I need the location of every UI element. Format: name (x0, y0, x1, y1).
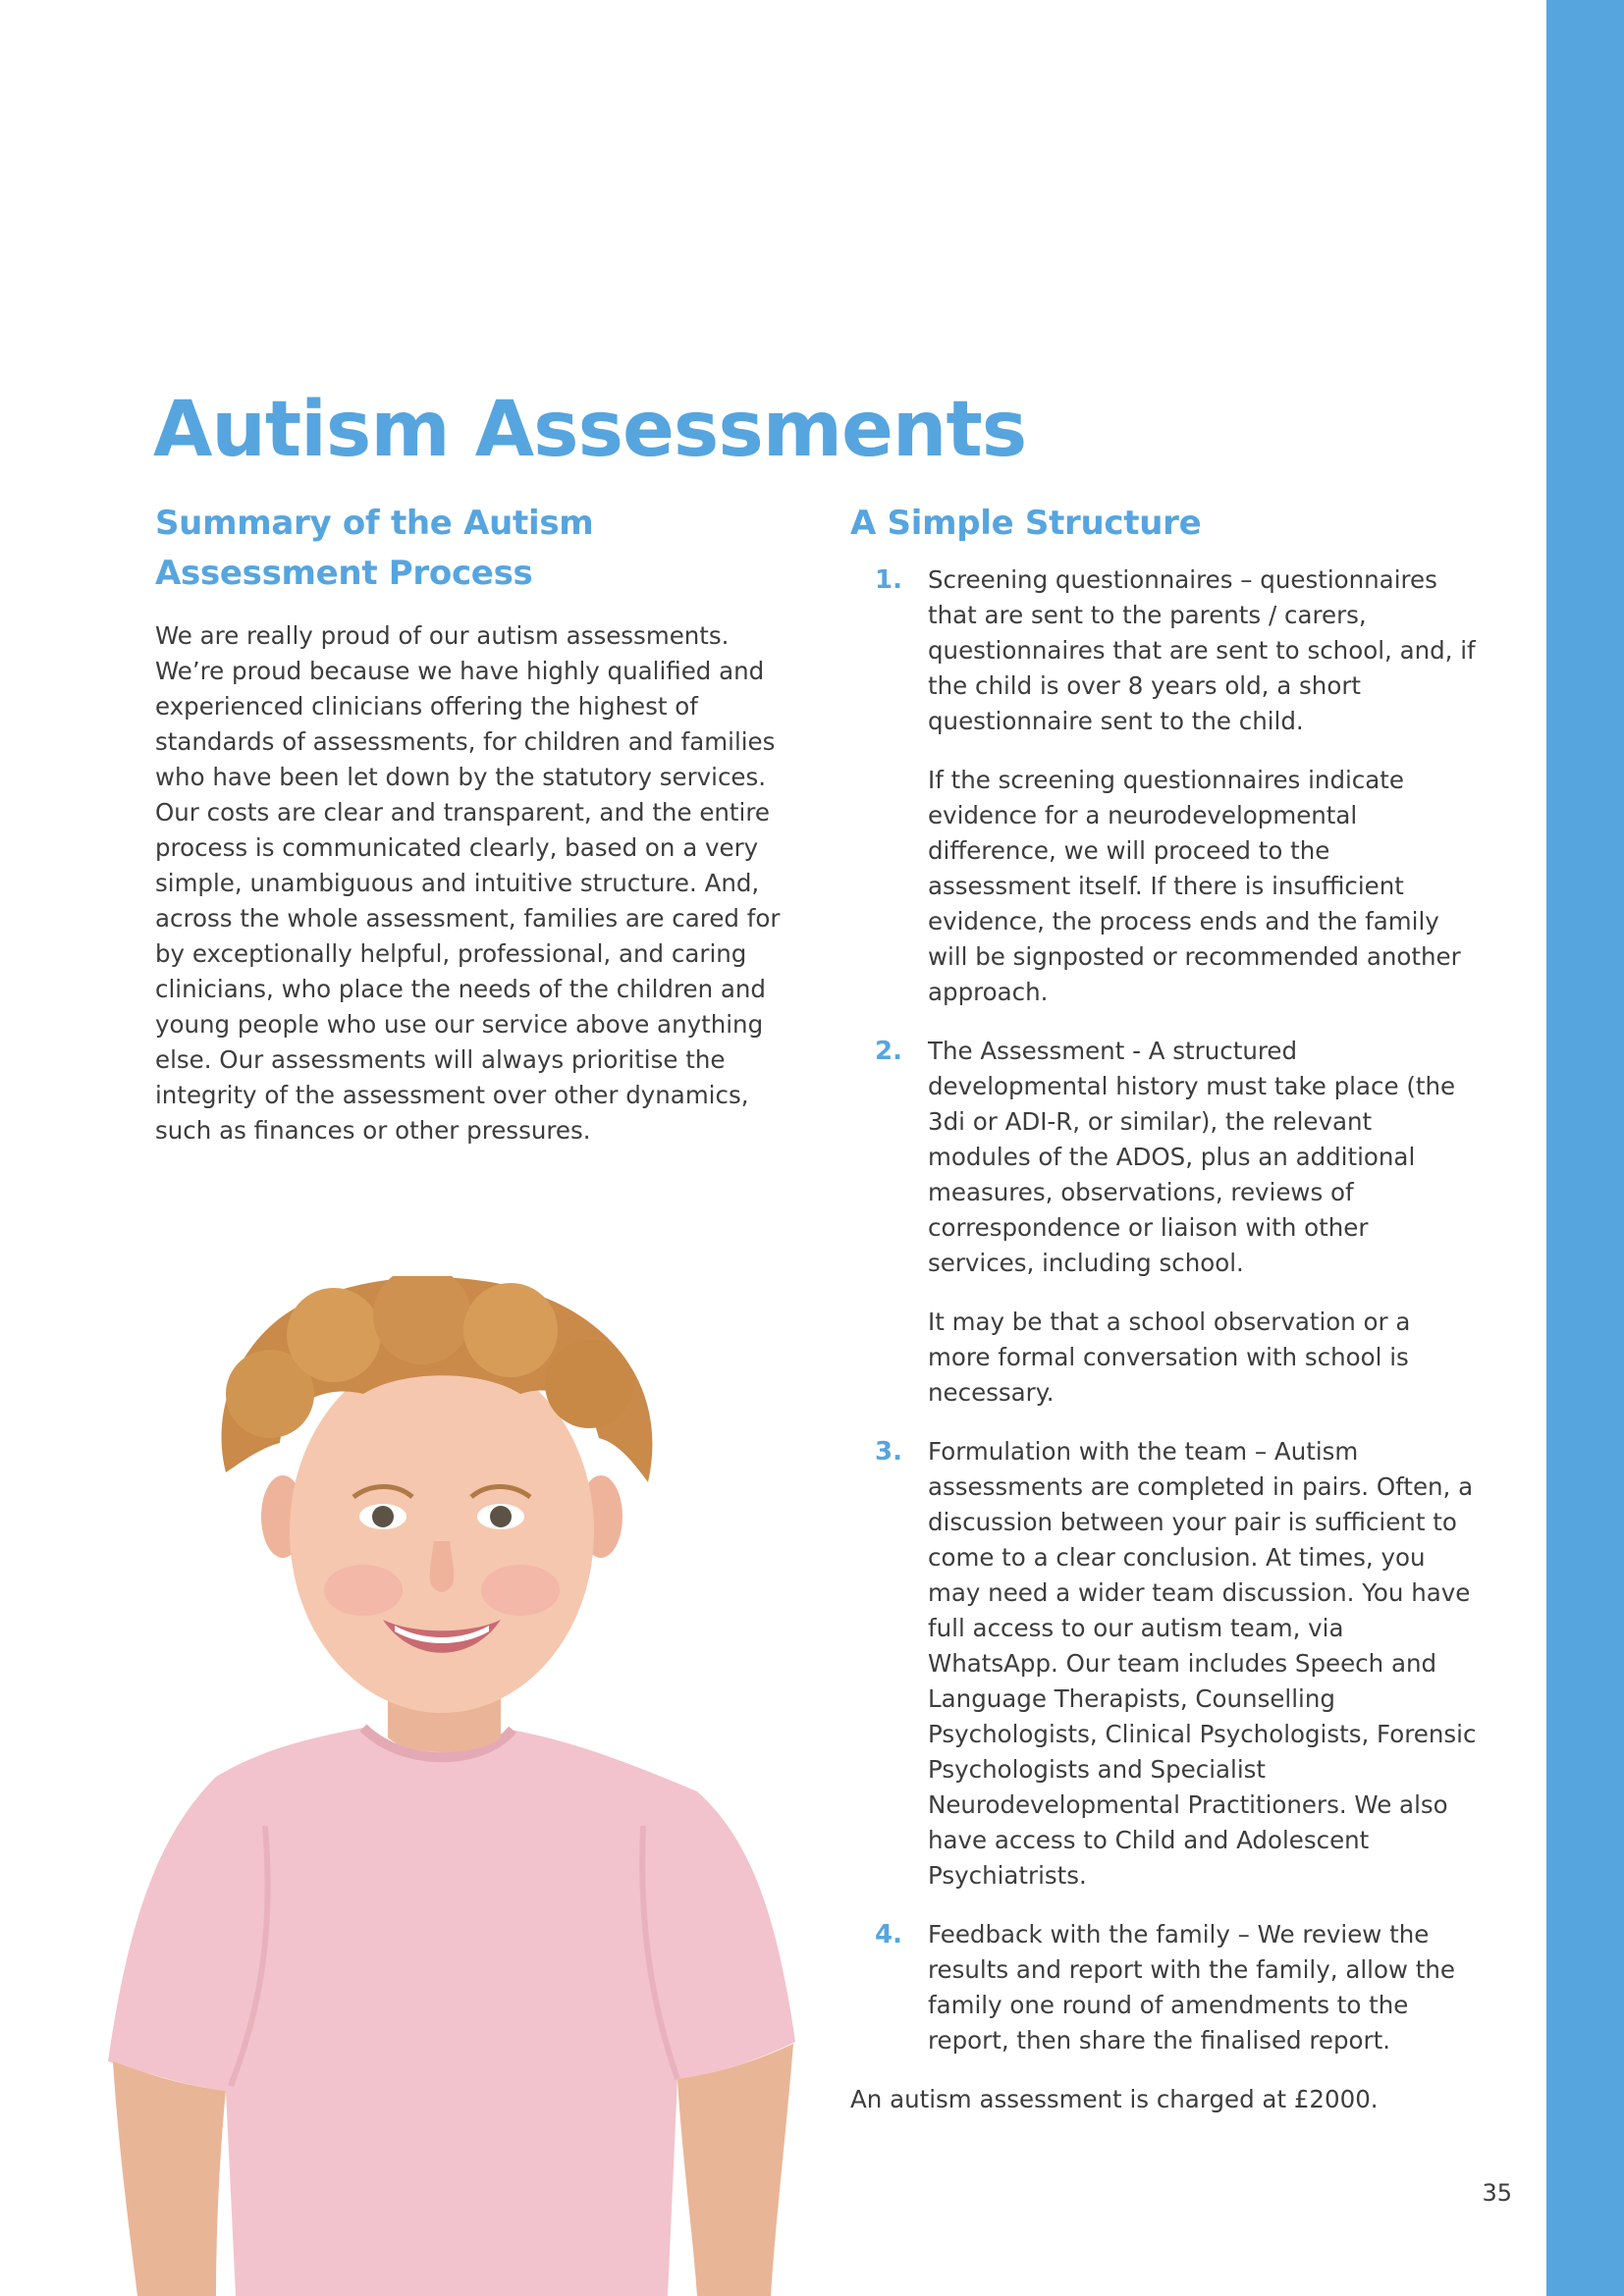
step-item (850, 1034, 1479, 1411)
step-number: 3. (875, 1437, 902, 1467)
price-note: An autism assessment is charged at £2000. (850, 2085, 1379, 2113)
page-title: Autism Assessments (153, 386, 1027, 474)
summary-heading-line2: Assessment Process (155, 554, 533, 593)
summary-heading-line1: Summary of the Autism (155, 504, 594, 543)
page-number: 35 (1482, 2179, 1512, 2207)
step-text: The Assessment - A structured developmental history must take place (the 3di or ADI-R, or similar), the relevant modules of the ADOS, plus an additional measures, observations, reviews of correspondence or liaison with other services, including school. (928, 1037, 1456, 1277)
step-text: Formulation with the team – Autism assessments are completed in pairs. Often, a discussion between your pair is sufficient to come to a clear conclusion. At times, you may need a wider team discussion. You have full access to our autism team, via WhatsApp. Our team includes Speech and Language Therapists, Counselling Psychologists, Clinical Psychologists, Forensic Psychologists and Specialist Neurodevelopmental Practitioners. We also have access to Child and Adolescent Psychiatrists. (928, 1437, 1477, 1890)
steps-list (850, 562, 1479, 2058)
step-text: If the screening questionnaires indicate evidence for a neurodevelopmental difference, we will proceed to the assessment itself. If there is insufficient evidence, the process ends and the family will be signposted or recommended another approach. (928, 766, 1461, 1006)
summary-heading (155, 499, 784, 599)
structure-heading: A Simple Structure (850, 504, 1202, 543)
step-text: Screening questionnaires – questionnaires that are sent to the parents / carers, questionnaires that are sent to school, and, if the child is over 8 years old, a short questionnaire sent to the child. (928, 565, 1476, 735)
sidebar-accent-bar (1546, 0, 1624, 2296)
summary-column (155, 499, 784, 1148)
step-number: 2. (875, 1037, 902, 1066)
structure-column (850, 499, 1479, 2117)
step-item (850, 1434, 1479, 1894)
summary-body: We are really proud of our autism assessments. We’re proud because we have highly qualified and experienced clinicians offering the highest of standards of assessments, for children and families who have been let down by the statutory services. Our costs are clear and transparent, and the entire process is communicated clearly, based on a very simple, unambiguous and intuitive structure. And, across the whole assessment, families are cared for by exceptionally helpful, professional, and caring clinicians, who place the needs of the children and young people who use our service above anything else. Our assessments will always prioritise the integrity of the assessment over other dynamics, such as finances or other pressures. (155, 621, 781, 1145)
step-item (850, 562, 1479, 1010)
step-number: 1. (875, 565, 902, 595)
step-number: 4. (875, 1920, 902, 1949)
step-text: Feedback with the family – We review the results and report with the family, allow the family one round of amendments to the report, then share the finalised report. (928, 1920, 1455, 2055)
step-item (850, 1917, 1479, 2058)
child-photo (69, 1276, 815, 2296)
step-text: It may be that a school observation or a more formal conversation with school is necessary. (928, 1308, 1411, 1407)
